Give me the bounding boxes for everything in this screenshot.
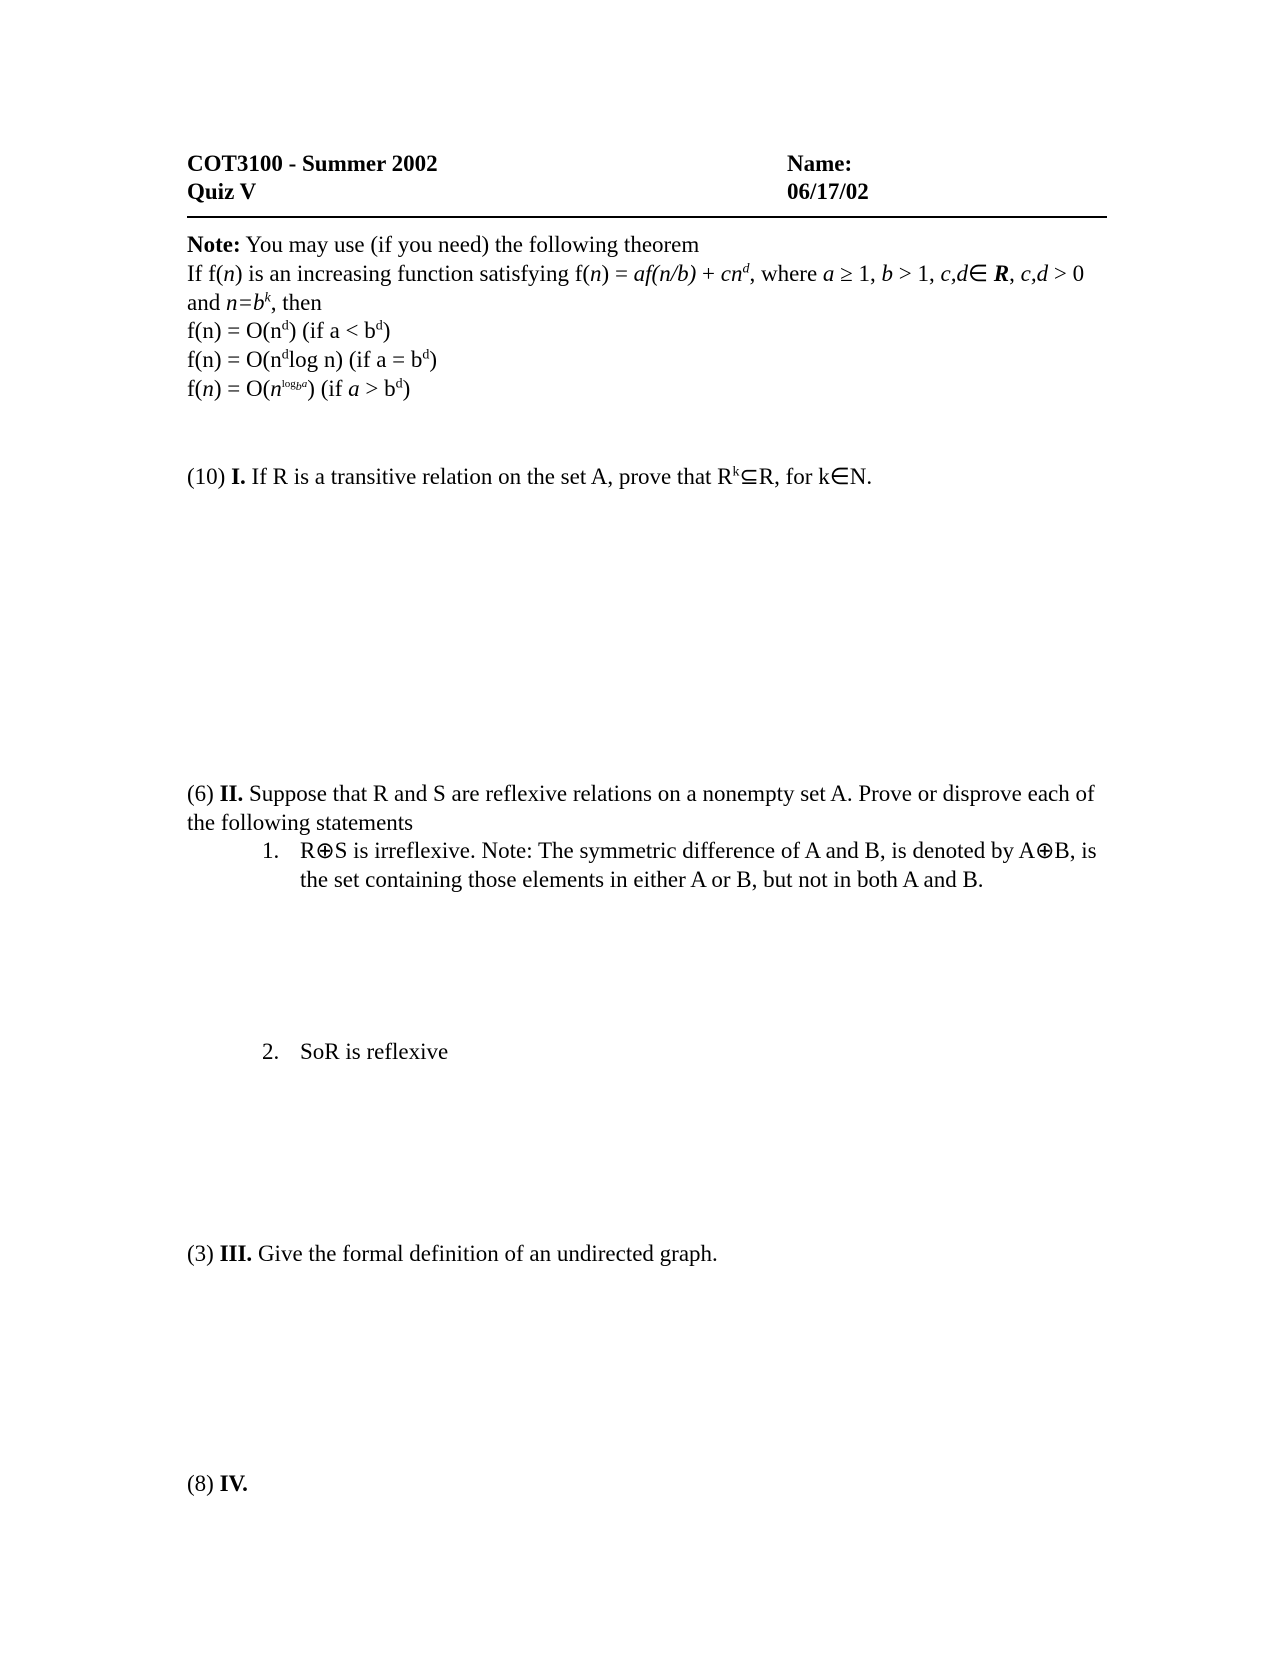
- note-label: Note:: [187, 232, 241, 257]
- t1o: ∈: [968, 261, 994, 286]
- t1h: cn: [720, 261, 743, 286]
- c1c: ): [382, 318, 391, 343]
- t1l: b: [881, 261, 894, 286]
- c3h: ): [402, 376, 411, 401]
- c3c: ) = O(: [213, 376, 271, 401]
- header-right: [787, 150, 869, 206]
- q2-item-2-text: SoR is reflexive: [300, 1039, 449, 1064]
- question-2-line-2: the following statements: [187, 810, 414, 835]
- t2a: and: [187, 290, 226, 315]
- question-2-line-1: [187, 780, 1095, 808]
- t1sup: d: [742, 261, 750, 277]
- q1-text-a: If R is a transitive relation on the set A, prove that R: [245, 464, 733, 489]
- quiz-header: [187, 150, 1107, 218]
- theorem-case-2: [187, 346, 437, 374]
- q2-number: II.: [219, 781, 244, 806]
- t1g: +: [696, 261, 721, 286]
- c2b: log n) (if a = b: [288, 347, 423, 372]
- c3subb: b: [295, 379, 302, 394]
- t1f: af(n/b): [633, 261, 697, 286]
- t1k: ≥ 1,: [834, 261, 882, 286]
- q4-number: IV.: [219, 1471, 248, 1496]
- name-label: Name:: [787, 151, 853, 176]
- question-1: [187, 463, 872, 491]
- t2sup: k: [264, 290, 271, 306]
- t2c: , then: [270, 290, 322, 315]
- c3d: n: [270, 376, 282, 401]
- t1d: n: [590, 261, 602, 286]
- q2-item-1-line-2: the set containing those elements in either A or B, but not in both A and B.: [300, 867, 984, 892]
- header-left: [187, 150, 438, 206]
- t1b: n: [223, 261, 235, 286]
- question-3: [187, 1240, 718, 1268]
- theorem-case-1: [187, 317, 390, 345]
- q2-item-2-number: 2.: [262, 1039, 280, 1064]
- t1j: a: [822, 261, 835, 286]
- t1p: R: [993, 261, 1010, 286]
- q2-item-1-number: 1.: [262, 838, 280, 863]
- theorem-case-3: [187, 375, 410, 403]
- c1a: f(n) = O(n: [187, 318, 282, 343]
- q1-text-b: ⊆R, for k∈N.: [739, 464, 873, 489]
- quiz-date: 06/17/02: [787, 179, 869, 204]
- q2-points: (6): [187, 781, 220, 806]
- q2-text-1: Suppose that R and S are reflexive relations on a nonempty set A. Prove or disprove each of: [243, 781, 1095, 806]
- theorem-line-1: [187, 260, 1084, 288]
- c3e: ) (if: [307, 376, 349, 401]
- c2sup2: d: [422, 347, 430, 363]
- c1sup: d: [281, 318, 289, 334]
- q1-points: (10): [187, 464, 232, 489]
- c3g: > b: [359, 376, 396, 401]
- q1-sup: k: [732, 464, 740, 480]
- c2sup: d: [281, 347, 289, 363]
- c2c: ): [429, 347, 438, 372]
- c3f: a: [348, 376, 360, 401]
- t1n: c,d: [940, 261, 968, 286]
- t1m: > 1,: [893, 261, 941, 286]
- t2b: n=b: [225, 290, 265, 315]
- q3-number: III.: [219, 1241, 253, 1266]
- c3supa: a: [301, 378, 308, 391]
- note-line: [187, 231, 699, 259]
- q1-number: I.: [231, 464, 246, 489]
- quiz-title: Quiz V: [187, 179, 257, 204]
- q3-points: (3): [187, 1241, 220, 1266]
- c3log: log: [281, 378, 296, 391]
- t1a: If f(: [187, 261, 224, 286]
- c3b: n: [202, 376, 214, 401]
- t1q: ,: [1009, 261, 1021, 286]
- t1r: c,d: [1020, 261, 1049, 286]
- c1sup2: d: [375, 318, 383, 334]
- c1b: ) (if a < b: [288, 318, 376, 343]
- note-text: You may use (if you need) the following theorem: [240, 232, 700, 257]
- q2-item-1-line-1: R⊕S is irreflexive. Note: The symmetric difference of A and B, is denoted by A⊕B, is: [300, 838, 1097, 863]
- t1s: > 0: [1048, 261, 1085, 286]
- c2a: f(n) = O(n: [187, 347, 282, 372]
- q3-text: Give the formal definition of an undirected graph.: [252, 1241, 718, 1266]
- c3a: f(: [187, 376, 203, 401]
- t1e: ) =: [601, 261, 634, 286]
- question-4: [187, 1470, 248, 1498]
- c3sup2: d: [395, 376, 403, 392]
- theorem-line-2: [187, 289, 322, 317]
- q4-points: (8): [187, 1471, 220, 1496]
- t1c: ) is an increasing function satisfying f(: [234, 261, 591, 286]
- course-title: COT3100 - Summer 2002: [187, 151, 438, 176]
- t1i: , where: [749, 261, 823, 286]
